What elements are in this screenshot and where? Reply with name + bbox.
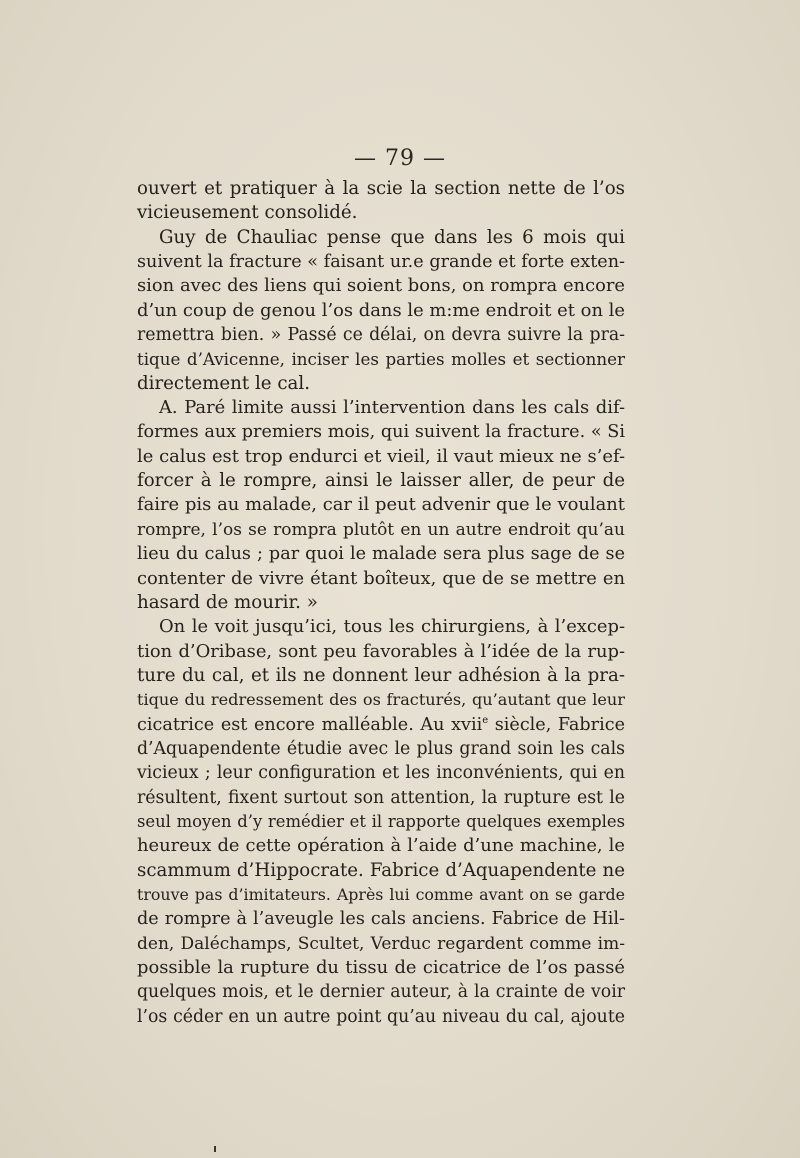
text-line-content: ouvert et pratiquer à la scie la section nette de l’os <box>137 178 625 199</box>
text-line <box>137 688 625 712</box>
text-line-content: hasard de mourir. » <box>137 591 318 613</box>
text-line <box>137 664 625 688</box>
text-line <box>137 226 625 250</box>
page-number: — 79 — <box>354 146 446 171</box>
text-line-content: le calus est trop endurci et vieil, il vaut mieux ne s’ef- <box>137 445 625 467</box>
text-line-content: remettra bien. » Passé ce délai, on devra suivre la pra- <box>137 325 625 346</box>
text-line <box>137 299 625 323</box>
text-line <box>137 542 625 566</box>
text-line <box>137 445 625 469</box>
text-line-content: faire pis au malade, car il peut advenir que le voulant <box>137 494 625 516</box>
text-line <box>137 859 625 883</box>
text-line-content: l’os céder en un autre point qu’au niveau du cal, ajoute <box>137 1006 625 1027</box>
text-line-content: sion avec des liens qui soient bons, on rompra encore <box>137 275 625 297</box>
text-line <box>137 932 625 956</box>
text-line-content: lieu du calus ; par quoi le malade sera plus sage de se <box>137 544 625 565</box>
text-line <box>137 713 625 737</box>
text-line-content: résultent, fixent surtout son attention, la rupture est le <box>137 787 625 808</box>
text-line-content: rompre, l’os se rompra plutôt en un autre endroit qu’au <box>137 519 625 540</box>
text-line-content: de rompre à l’aveugle les cals anciens. Fabrice de Hil- <box>137 909 625 930</box>
text-line-content: cicatrice est encore malléable. Au xvii <box>137 714 483 735</box>
text-line <box>137 518 625 542</box>
text-line-content: den, Daléchamps, Scultet, Verduc regardent comme im- <box>137 933 625 954</box>
text-line <box>137 1005 625 1029</box>
text-line <box>137 347 625 371</box>
text-line <box>137 201 625 225</box>
text-line <box>137 834 625 858</box>
text-line <box>137 493 625 517</box>
text-line <box>137 274 625 298</box>
text-line <box>137 591 625 615</box>
text-line-content: contenter de vivre étant boîteux, que de se mettre en <box>137 567 625 589</box>
text-line <box>137 567 625 591</box>
text-line <box>137 250 625 274</box>
text-line-content: tique du redressement des os fracturés, qu’autant que leur <box>137 690 625 710</box>
text-line-content: A. Paré limite aussi l’intervention dans les cals dif- <box>159 397 625 419</box>
text-line-content: seul moyen d’y remédier et il rapporte quelques exemples <box>137 811 625 831</box>
text-line <box>137 810 625 834</box>
text-line <box>137 980 625 1004</box>
text-line-content: trouve pas d’imitateurs. Après lui comme avant on se garde <box>137 884 625 904</box>
text-line-content: directement le cal. <box>137 372 310 394</box>
text-line-content: vicieux ; leur configuration et les inconvénients, qui en <box>137 763 625 784</box>
text-line-content: suivent la fracture « faisant ur.e grande et forte exten- <box>137 252 625 273</box>
text-line-content: ture du cal, et ils ne donnent leur adhésion à la pra- <box>137 664 625 686</box>
text-line <box>137 323 625 347</box>
text-line <box>137 883 625 907</box>
ink-speck <box>214 1146 216 1152</box>
text-line-content: heureux de cette opération à l’aide d’une machine, le <box>137 835 625 857</box>
text-line <box>137 640 625 664</box>
text-line-content: vicieusement consolidé. <box>137 202 358 224</box>
text-line-content: Guy de Chauliac pense que dans les 6 mois qui <box>159 226 625 248</box>
text-line <box>137 786 625 810</box>
body-text <box>137 177 625 1029</box>
text-line <box>137 907 625 931</box>
text-line <box>137 396 625 420</box>
text-line <box>137 737 625 761</box>
text-line-content: possible la rupture du tissu de cicatrice de l’os passé <box>137 957 625 978</box>
text-line <box>137 956 625 980</box>
text-line-content: scammum d’Hippocrate. Fabrice d’Aquapendente ne <box>137 859 625 881</box>
text-line-content: forcer à le rompre, ainsi le laisser aller, de peur de <box>137 470 625 492</box>
text-line-content: On le voit jusqu’ici, tous les chirurgiens, à l’excep- <box>159 616 625 638</box>
text-line <box>137 761 625 785</box>
text-line <box>137 615 625 639</box>
text-line-content: tion d’Oribase, sont peu favorables à l’idée de la rup- <box>137 640 625 662</box>
text-line-content: d’Aquapendente étudie avec le plus grand soin les cals <box>137 738 625 759</box>
text-line-content: d’un coup de genou l’os dans le m:me endroit et on le <box>137 299 625 321</box>
text-line <box>137 177 625 201</box>
text-line-content: tique d’Avicenne, inciser les parties molles et sectionner <box>137 349 625 370</box>
text-line <box>137 420 625 444</box>
text-line-content: formes aux premiers mois, qui suivent la fracture. « Si <box>137 422 625 443</box>
text-line-content: quelques mois, et le dernier auteur, à la crainte de voir <box>137 982 625 1003</box>
text-line <box>137 469 625 493</box>
text-line-continuation: siècle, Fabrice <box>488 714 625 735</box>
text-line <box>137 372 625 396</box>
superscript: e <box>482 714 489 726</box>
